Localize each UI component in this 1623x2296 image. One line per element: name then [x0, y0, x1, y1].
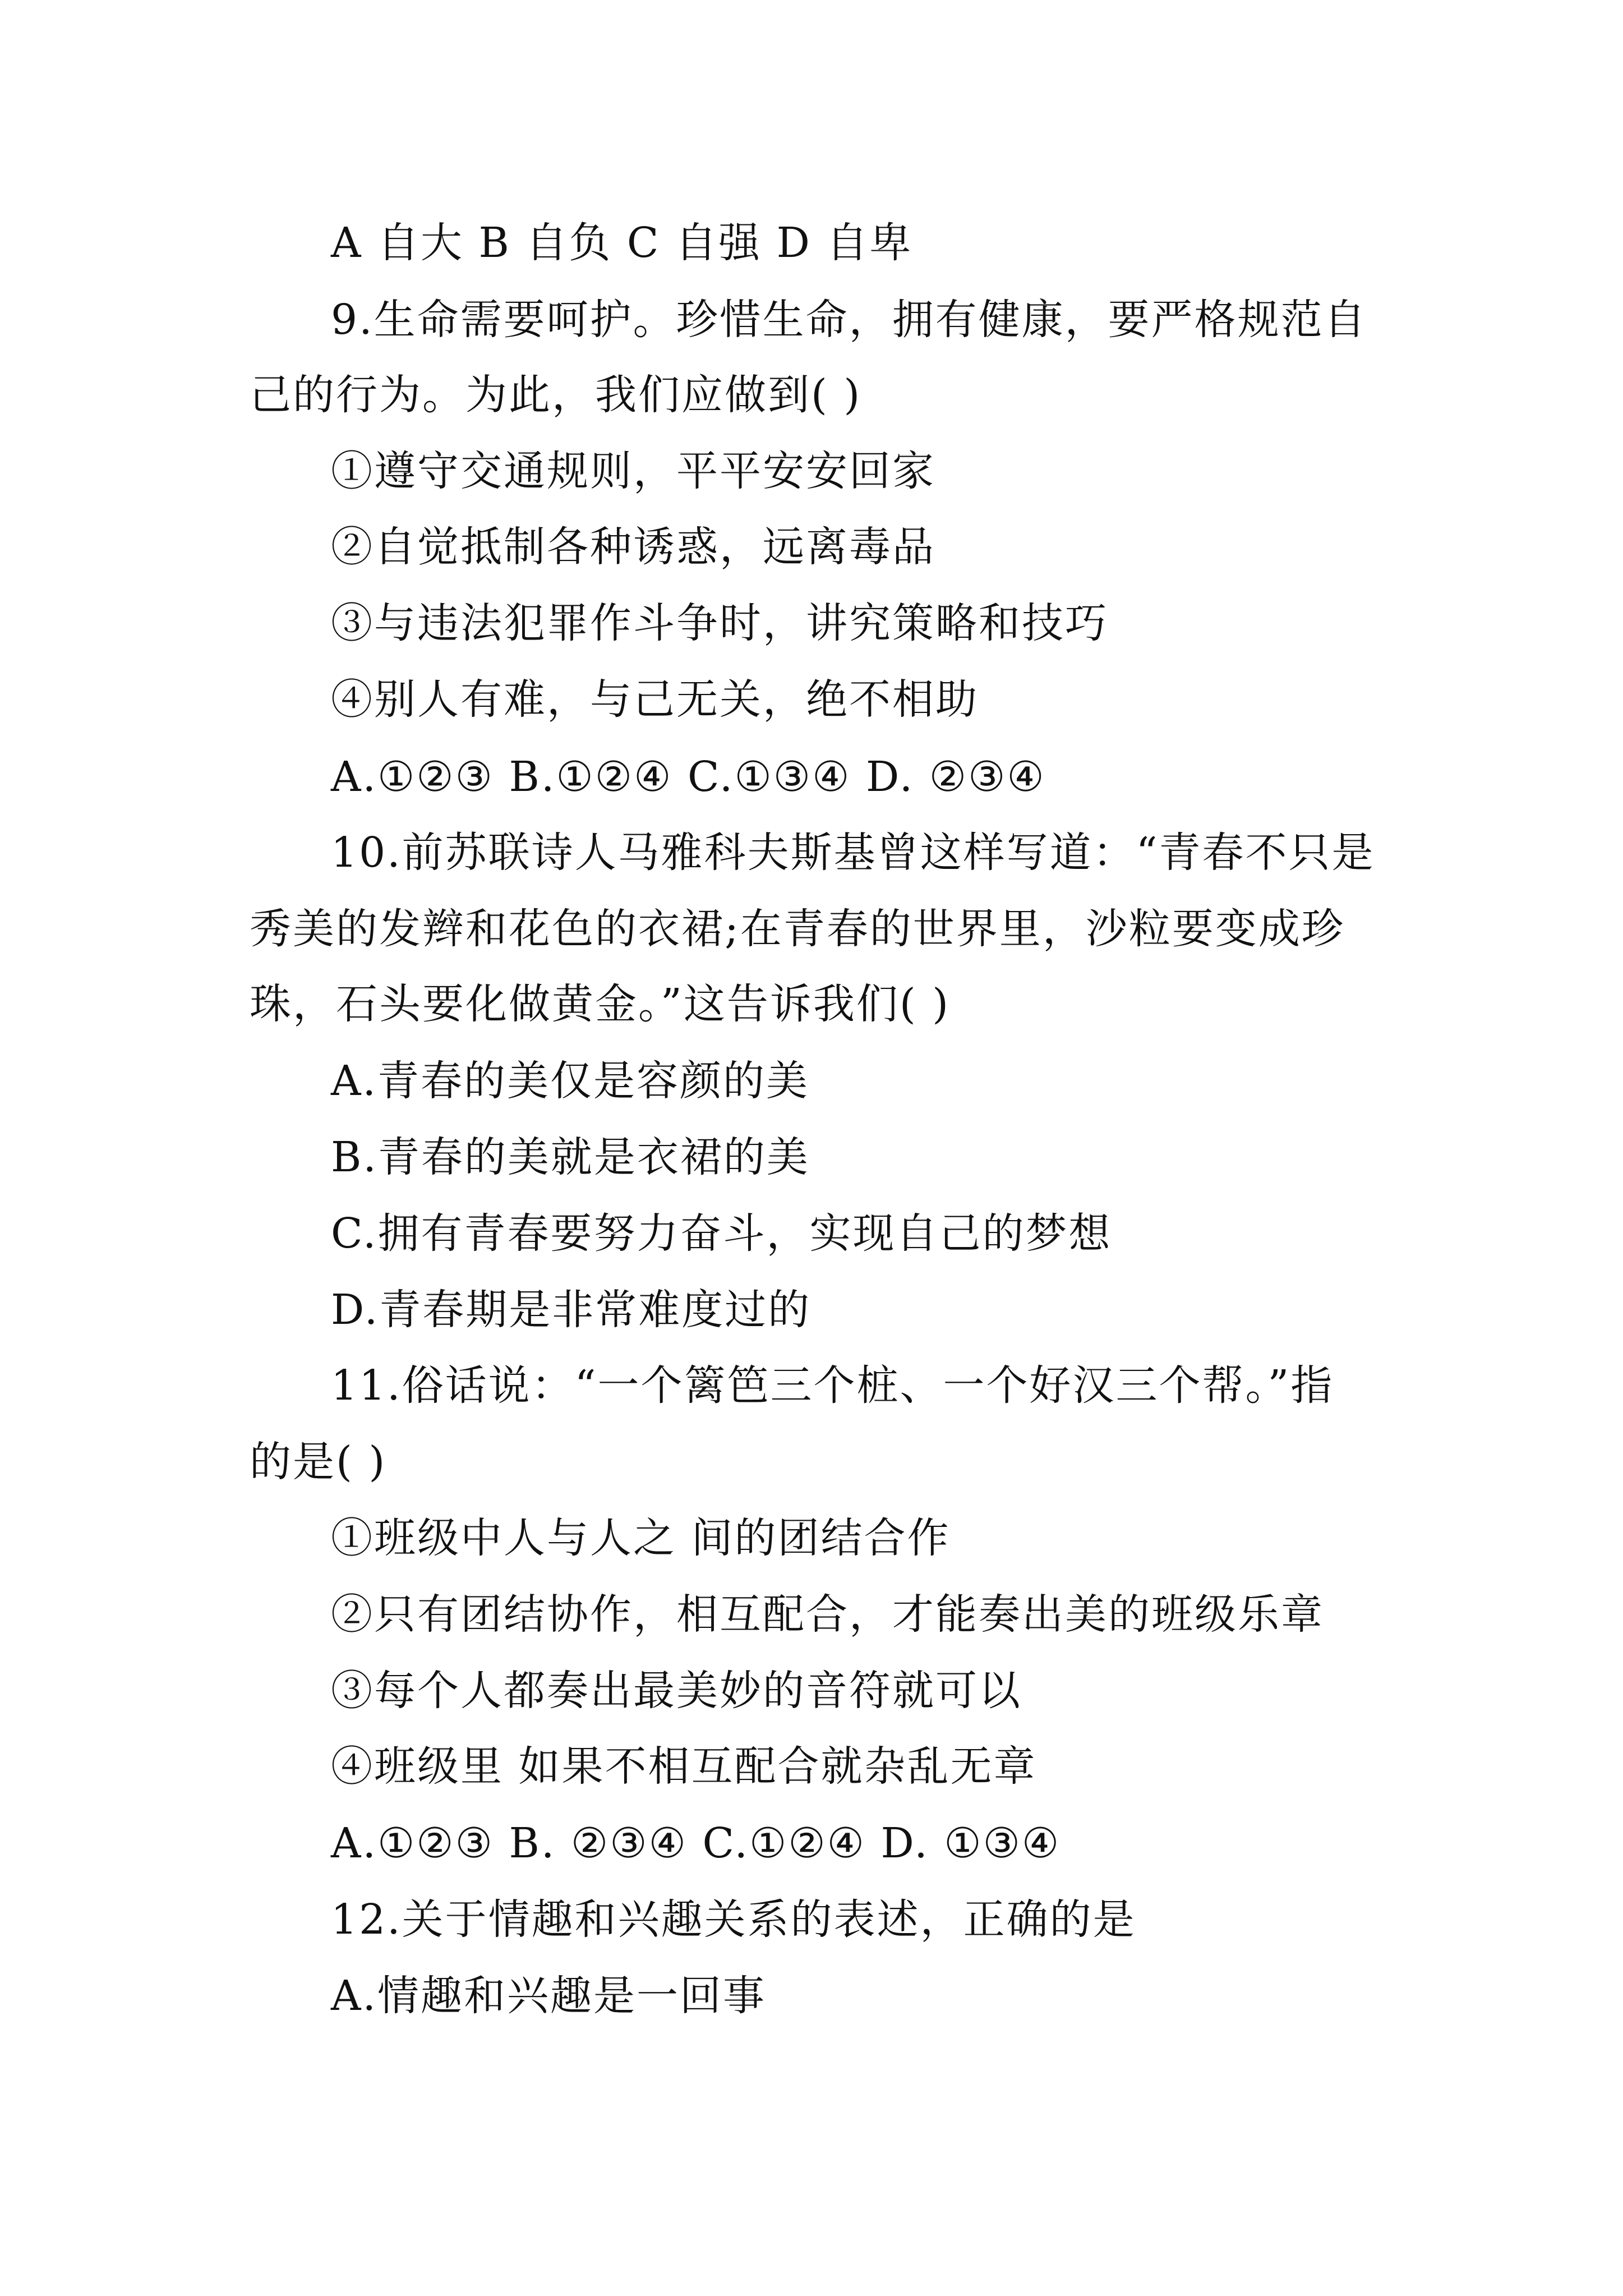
- q11-options: A.①②③ B. ②③④ C.①②④ D. ①③④: [331, 1819, 1061, 1867]
- q8-options: A 自大 B 自负 C 自强 D 自卑: [331, 219, 913, 267]
- q9-item-1: ①遵守交通规则，平平安安回家: [331, 447, 935, 495]
- q10-stem-line-1: 10.前苏联诗人马雅科夫斯基曾这样写道：“青春不只是: [331, 829, 1375, 877]
- q11-item-1: ①班级中人与人之 间的团结合作: [331, 1514, 951, 1562]
- q10-stem-line-3: 珠，石头要化做黄金。”这告诉我们( ): [250, 980, 951, 1028]
- q11-item-3: ③每个人都奏出最美妙的音符就可以: [331, 1667, 1022, 1715]
- q11-item-4: ④班级里 如果不相互配合就杂乱无章: [331, 1742, 1037, 1791]
- q10-stem-line-2: 秀美的发辫和花色的衣裙;在青春的世界里，沙粒要变成珍: [250, 905, 1345, 953]
- q9-item-2: ②自觉抵制各种诱惑，远离毒品: [331, 523, 935, 571]
- q10-option-d: D.青春期是非常难度过的: [331, 1286, 811, 1334]
- q9-stem-line-2: 己的行为。为此，我们应做到( ): [250, 371, 862, 419]
- q9-item-3: ③与违法犯罪作斗争时，讲究策略和技巧: [331, 599, 1108, 647]
- q12-stem: 12.关于情趣和兴趣关系的表述，正确的是: [331, 1895, 1136, 1944]
- q9-options: A.①②③ B.①②④ C.①③④ D. ②③④: [331, 753, 1046, 801]
- q10-option-b: B.青春的美就是衣裙的美: [331, 1133, 810, 1181]
- q9-item-4: ④别人有难，与己无关，绝不相助: [331, 675, 979, 724]
- q12-option-a: A.情趣和兴趣是一回事: [331, 1972, 766, 2020]
- q10-option-c: C.拥有青春要努力奋斗，实现自己的梦想: [331, 1209, 1112, 1258]
- q11-item-2: ②只有团结协作，相互配合，才能奏出美的班级乐章: [331, 1590, 1324, 1639]
- q10-option-a: A.青春的美仅是容颜的美: [331, 1057, 809, 1105]
- q11-stem-line-2: 的是( ): [250, 1438, 387, 1486]
- q9-stem-line-1: 9.生命需要呵护。珍惜生命，拥有健康，要严格规范自: [331, 296, 1367, 344]
- q11-stem-line-1: 11.俗话说：“一个篱笆三个桩、一个好汉三个帮。”指: [331, 1361, 1334, 1410]
